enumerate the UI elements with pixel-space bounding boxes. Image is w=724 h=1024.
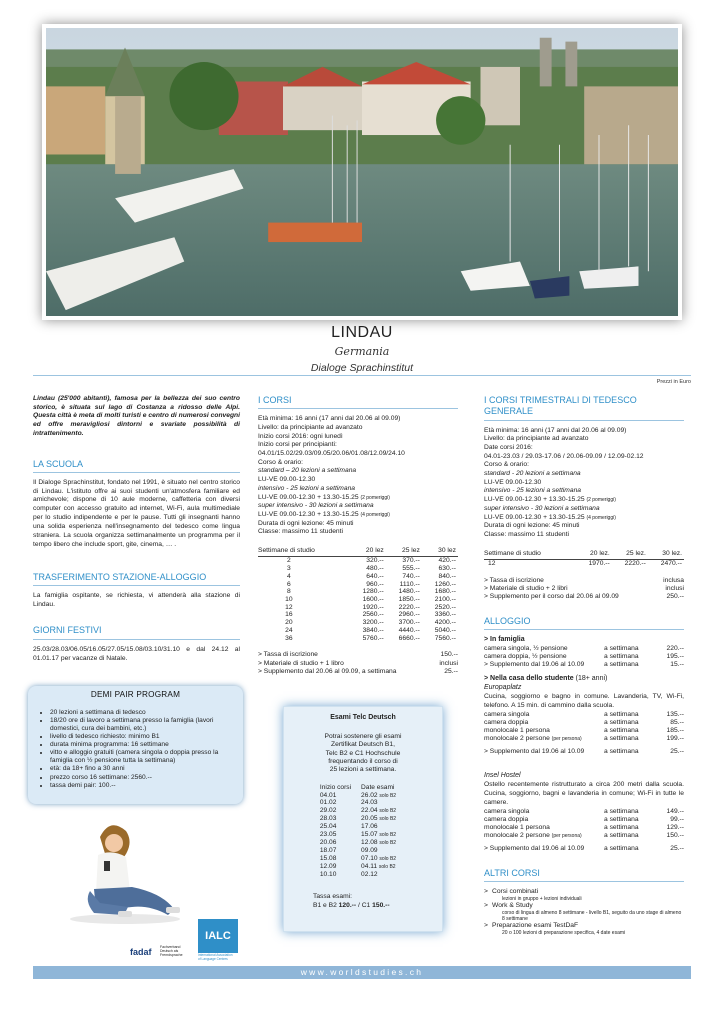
trim-price-table: Settimane di studio 20 lez. 25 lez. 30 lez. 12 1970.-- 2220.-- 2470.-- xyxy=(484,549,682,568)
heading-scuola: LA SCUOLA xyxy=(33,459,240,473)
telc-dates-table: Inizio corsi Date esami 04.01 26.02 solo B2 01.02 24.03 29.02 22.04 solo B2 28.03 20.05 solo B2 25.04 17.06 23.05 15.07 solo B2 20.06 12.08 solo B2 18.07 09.09 15.08 07.10 solo B2 12.09 04.11 solo B2 10.10 02.12 xyxy=(320,784,406,879)
demi-item: • durata minima programma: 16 settimane xyxy=(50,741,233,749)
heading-alloggio: ALLOGGIO xyxy=(484,616,684,630)
table-row: 15.08 07.10 solo B2 xyxy=(319,854,397,862)
heading-trasferimento: TRASFERIMENTO STAZIONE-ALLOGGIO xyxy=(33,572,240,586)
column-corsi xyxy=(258,395,458,676)
telc-box xyxy=(283,706,443,932)
corsi-details: Età minima: 16 anni (17 anni dal 20.06 al 09.09) Livello: da principiante ad avanzato Inizio corsi 2016: ogni lunedì Inizio corsi per principianti: 04.01/15.02/29.03/09.05/20.06/01.08/12.09/24.10 Corso & orario: standard – 20 lezioni a settimana LU-VE 09.00-12.30 intensivo - 25 lezioni a settimana LU-VE 09.00-12.30 + 13.30-15.25 (2 pomeriggi) super intensivo - 30 lezioni a settimana LU-VE 09.00-12.30 + 13.30-15.25 (4 pomeriggi) Durata di ogni lezione: 45 minuti Classe: massimo 11 studenti xyxy=(258,415,405,536)
corsi-fees: > Tassa di iscrizione 150.-- > Materiale di studio + 1 libro inclusi > Supplemento dal 20.06 al 09.09, a settimana 25.-- xyxy=(258,651,458,675)
school-name: Dialoge Sprachinstitut xyxy=(310,361,414,374)
table-row: 2 320.-- 370.-- 420.-- xyxy=(286,557,456,565)
trim-details: Età minima: 16 anni (17 anni dal 20.06 al 09.09) Livello: da principiante ad avanzato Date corsi 2016: 04.01-23.03 / 29.03-17.06 / 20.06-09.09 / 12.09-02.12 Corso & orario: standard - 20 lezioni a settimana LU-VE 09.00-12.30 intensivo - 25 lezioni a settimana LU-VE 09.00-12.30 + 13.30-15.25 (2 pomeriggi) super intensivo - 30 lezioni a settimana LU-VE 09.00-12.30 + 13.30-15.25 (4 pomeriggi) Durata di ogni lezione: 45 minuti Classe: massimo 11 studenti xyxy=(484,426,644,538)
table-row: 12 1920.-- 2220.-- 2520.-- xyxy=(285,603,456,611)
table-row: 8 1280.-- 1480.-- 1680.-- xyxy=(286,588,456,596)
table-row: 6 960.-- 1110.-- 1260.-- xyxy=(286,580,456,588)
demi-item: • livello di tedesco richiesto: minimo B1 xyxy=(50,733,233,741)
column-trimestrali xyxy=(484,395,684,936)
table-row: 10.10 02.12 xyxy=(319,870,378,878)
demi-item: • vitto e alloggio gratuiti (camera singola o doppia presso la famiglia con ½ pensione tutta la settimana) xyxy=(50,749,233,765)
trasferimento-text: La famiglia ospitante, se richiesta, vi attenderà alla stazione di Lindau. xyxy=(33,591,240,608)
demi-pair-list xyxy=(50,709,233,789)
demi-item: • prezzo corso 16 settimane: 2560.-- xyxy=(50,774,233,782)
table-row: 36 5760.-- 6660.-- 7560.-- xyxy=(285,634,456,642)
festivi-text: 25.03/28.03/06.05/16.05/27.05/15.08/03.10/31.10 e dal 24.12 al 01.01.17 per vacanze di Natale. xyxy=(33,645,240,662)
telc-fee: Tassa esami: B1 e B2 120.-- / C1 150.-- xyxy=(313,892,390,909)
heading-festivi: GIORNI FESTIVI xyxy=(33,625,240,639)
altri-item: > Corsi combinati lezioni in gruppo + lezioni individuali xyxy=(492,888,684,902)
table-row: 20.06 12.08 solo B2 xyxy=(319,838,397,846)
corsi-price-table: Settimane di studio 20 lez 25 lez 30 lez 2 320.-- 370.-- 420.-- 3 480.-- 555.-- 630.-- 4 640.-- 740.-- 840.-- 6 960.-- 1110.-- 1260.-- 8 1280.-- 1480.-- 1680.-- 10 1600.-- 1850.-- 2100.-- 12 1920.-- 2220.-- 2520.-- 16 2560.-- 2960.-- 3360.-- 20 3200.-- 3700.-- 4200.-- 24 3840.-- 4440.-- 5040.-- 36 5760.-- 6660.-- 7560.-- xyxy=(258,547,456,642)
heading-altri-corsi: ALTRI CORSI xyxy=(484,868,684,882)
column-left xyxy=(33,395,240,663)
table-row: 18.07 09.09 xyxy=(319,846,378,854)
demi-item: • 18/20 ore di lavoro a settimana presso la famiglia (lavori domestici, cura dei bambini, etc.) xyxy=(50,717,233,733)
altri-item: > Preparazione esami TestDaF 20 o 100 lezioni di preparazione specifica, 4 date esami xyxy=(492,922,684,936)
heading-corsi: I CORSI xyxy=(258,395,458,409)
student-photo xyxy=(70,815,185,925)
trim-fees: > Tassa di iscrizione inclusa > Materiale di studio + 2 libri inclusi > Supplemento per il corso dal 20.06 al 09.09 250.-- xyxy=(484,576,684,601)
title-block xyxy=(33,323,691,375)
demi-item: • età: da 18+ fino a 30 anni xyxy=(50,765,233,773)
ialc-logo: IALC xyxy=(198,919,238,953)
footer-website[interactable]: www.worldstudies.ch xyxy=(33,966,691,979)
table-row: 20 3200.-- 3700.-- 4200.-- xyxy=(285,619,456,627)
altri-corsi-list xyxy=(484,888,684,936)
demi-pair-title: DEMI PAIR PROGRAM xyxy=(90,690,181,699)
alloggio-details: > In famiglia camera singola, ½ pensione a settimana 220.-- camera doppia, ½ pensione a settimana 195.-- > Supplemento dal 19.06 al 10.09 a settimana 15.-- > Nella casa dello studente (18+ anni) Europaplatz Cucina, soggiorno e bagno in comune. Lavanderia, TV, Wi-Fi, telefono. A 15 min. di cammino dalla scuola. camera singola a settimana 135.-- camera doppia a settimana 85.-- monolocale 1 persona a settimana 185.-- monolocale 2 persone (per persona) a settimana 199.-- > Supplemento dal 19.06 al 10.09 a settimana 25.-- Insel Hostel Ostello recentemente ristrutturato a circa 200 metri dalla scuola. Cucina, soggiorno, bagni e lavanderia in comune; Wi-Fi in tutte le camere. camera singola a settimana 149.-- camera doppia a settimana 99.-- monolocale 1 persona a settimana 129.-- monolocale 2 persone (per persona) a settimana 150.-- > Supplemento dal 19.06 al 10.09 a settimana 25.-- xyxy=(484,636,684,853)
table-row: 24 3840.-- 4440.-- 5040.-- xyxy=(285,626,456,634)
table-row: 28.03 20.05 solo B2 xyxy=(319,815,397,823)
heading-trimestrali: I CORSI TRIMESTRALI DI TEDESCO GENERALE xyxy=(484,395,684,421)
demi-item: • tassa demi pair: 100.-- xyxy=(50,782,233,790)
table-row: 10 1600.-- 1850.-- 2100.-- xyxy=(285,595,456,603)
fadaf-logo: fadaf Fachverband Deutsch als Fremdsprache xyxy=(130,945,183,958)
ialc-subtitle: International Association of Language Centres xyxy=(198,953,233,961)
table-row: 3 480.-- 555.-- 630.-- xyxy=(286,565,456,573)
altri-item: > Work & Study corso di lingua di almeno 8 settimane - livello B1, seguito da uno stage di almeno 8 settimane xyxy=(492,902,684,922)
table-row: 25.04 17.06 xyxy=(319,823,378,831)
table-row: 12.09 04.11 solo B2 xyxy=(319,862,396,870)
table-row: 4 640.-- 740.-- 840.-- xyxy=(286,572,456,580)
price-note: Prezzi in Euro xyxy=(656,379,691,385)
telc-title: Esami Telc Deutsch xyxy=(330,714,396,721)
lindau-harbor-photo xyxy=(42,24,682,320)
table-row: 29.02 22.04 solo B2 xyxy=(319,807,397,815)
demi-item: • 20 lezioni a settimana di tedesco xyxy=(50,709,233,717)
table-row: 23.05 15.07 solo B2 xyxy=(319,831,397,839)
table-row: 04.01 26.02 solo B2 xyxy=(319,791,397,799)
title-divider xyxy=(33,375,691,376)
demi-pair-box xyxy=(28,686,243,804)
intro-text: Lindau (25'000 abitanti), famosa per la bellezza dei suo centro storico, è situata sul lago di Costanza a ridosso delle Alpi. Questa città è meta di molti turisti e centro di numerosi convegni ed offre meravigliosi dintorni e svariate possibilità di intrattenimento. xyxy=(33,395,240,437)
scuola-text: Il Dialoge Sprachinstitut, fondato nel 1991, è situato nel centro storico di Lindau. L'istituto offre ai suoi studenti un'atmosfera familiare ed amichevole; dispone di 10 aule moderne, caffetteria con diversi computer con accesso gratuito ad internet, Wi-Fi, aula multimediale per lo studio indipendente e per le pause. Tutti gli insegnanti hanno una solida esperienza nell'insegnamento del tedesco come lingua straniera. La scuola organizza settimanalmente un programma per il tempo libero che include sport, gite, cinema, … . xyxy=(33,478,240,548)
telc-desc: Potrai sostenere gli esami Zertifikat Deutsch B1, Telc B2 e C1 Hochschule frequentando il corso di 25 lezioni a settimana. xyxy=(324,732,402,774)
table-row: 16 2560.-- 2960.-- 3360.-- xyxy=(285,611,456,619)
table-row: 01.02 24.03 xyxy=(319,799,378,807)
country-subtitle: Germania xyxy=(334,345,390,358)
city-title: LINDAU xyxy=(331,324,393,341)
